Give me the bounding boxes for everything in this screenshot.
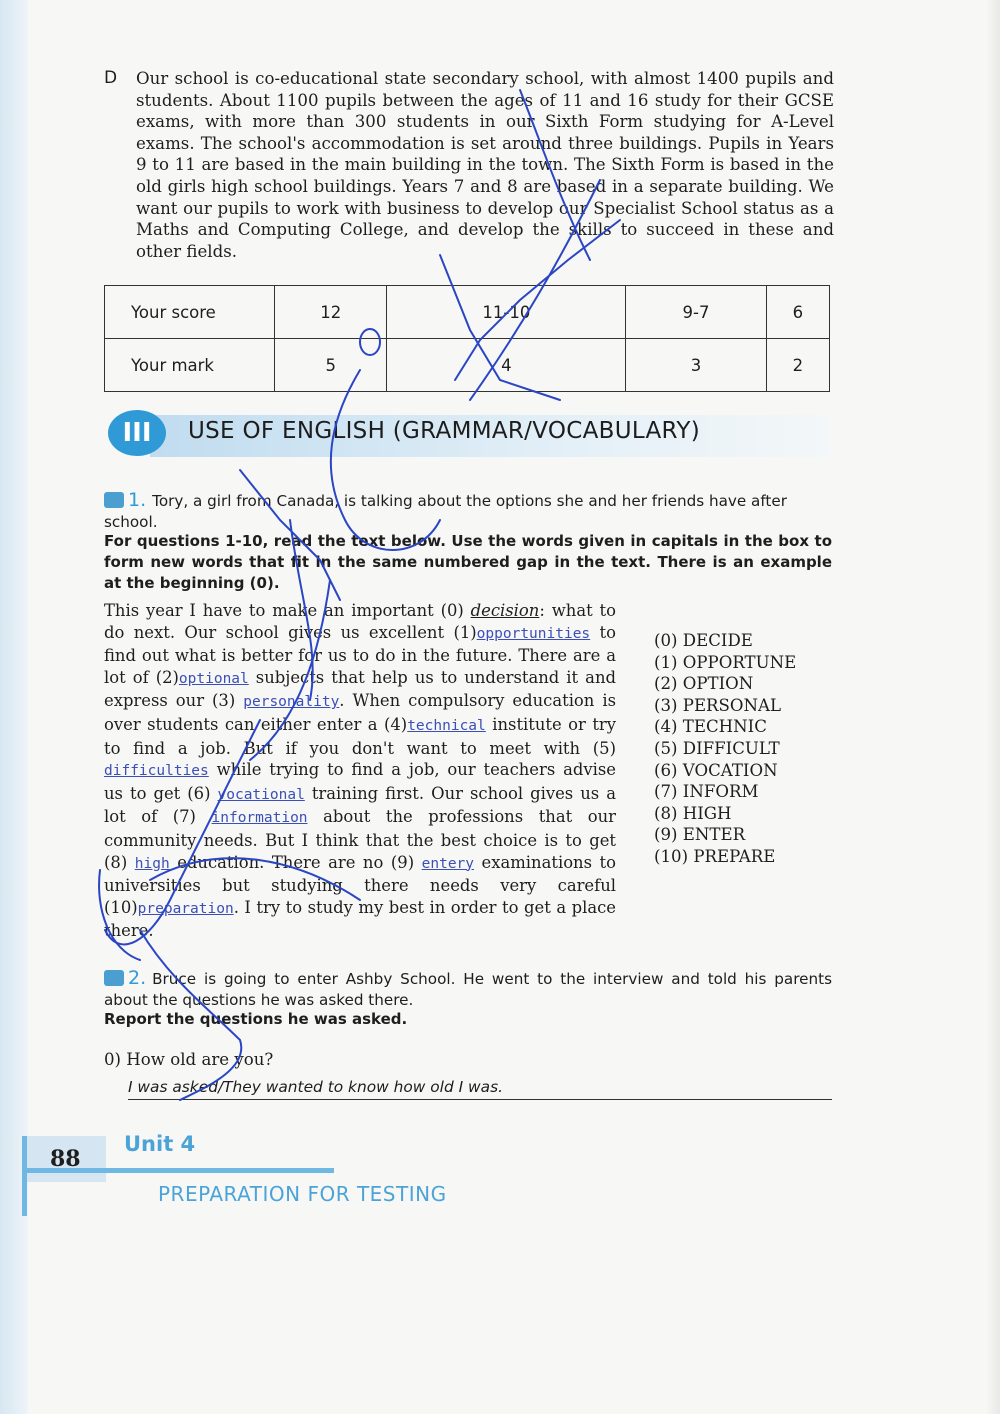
task2-intro-text: Bruce is going to enter Ashby School. He went to the interview and told his parents about the questions he was asked there.: [104, 970, 832, 1009]
page-number: 88: [50, 1146, 81, 1172]
section-title: USE OF ENGLISH (GRAMMAR/VOCABULARY): [188, 418, 700, 444]
answer-3: personality: [243, 694, 340, 711]
word-item: (2) OPTION: [654, 674, 754, 694]
word-item: (8) HIGH: [654, 803, 732, 823]
passage-text: : what to do next. Our school gives us excellent (1): [104, 601, 617, 642]
score-row-label: Your score: [105, 286, 275, 339]
task1-intro-text: Tory, a girl from Canada, is talking about the options she and her friends have after school.: [104, 492, 787, 531]
passage-text: This year I have to make an important (0): [104, 601, 471, 620]
score-table: [104, 285, 830, 392]
mark-cell: 4: [387, 339, 626, 392]
answer-5: difficulties: [104, 763, 209, 780]
task2-intro: [104, 967, 832, 1011]
task2-example-question: 0) How old are you?: [104, 1050, 274, 1069]
task-disk-icon: [104, 492, 124, 508]
word-item: (7) INFORM: [654, 782, 759, 802]
passage-text: while trying to find a job, our teachers advise us to get (6): [104, 760, 616, 803]
answer-8: high: [134, 855, 170, 872]
task2-example-answer: I was asked/They wanted to know how old I was.: [128, 1078, 832, 1100]
task1-instruction: For questions 1-10, read the text below. Use the words given in capitals in the box to form new words that fit in the same numbered gap in the text. There is an example at the beginning (0).: [104, 532, 832, 593]
passage-text: . I try to study my best in order to get a place there.: [104, 897, 616, 941]
score-cell: 6: [766, 286, 829, 339]
word-item: (9) ENTER: [654, 825, 746, 845]
answer-6: vocational: [217, 786, 305, 803]
passage-text: about the professions that our community needs. But I think that the best choice is to get (8): [104, 807, 617, 872]
mark-cell: 3: [626, 339, 766, 392]
answer-2: optional: [178, 670, 249, 687]
passage-text: training first. Our school gives us a lot of (7): [104, 783, 616, 827]
section-header: [106, 410, 830, 456]
task1-number: 1.: [128, 489, 147, 511]
answer-1: opportunities: [476, 625, 591, 642]
passage-text: . When compulsory education is over students can either enter a (4): [104, 691, 617, 734]
word-item: (0) DECIDE: [654, 631, 753, 650]
section-numeral-badge: III: [108, 410, 166, 456]
answer-10: preparation: [137, 900, 234, 917]
footer-title: PREPARATION FOR TESTING: [158, 1182, 447, 1206]
passage-text: to find out what is better for us to do in the future. There are a lot of (2): [104, 622, 616, 687]
unit-label: Unit 4: [124, 1132, 196, 1156]
word-item: (10) PREPARE: [654, 846, 776, 866]
passage-text: education. There are no (9): [169, 852, 422, 872]
scan-shadow: [986, 0, 1000, 1414]
answer-7: information: [211, 810, 308, 827]
task2-number: 2.: [128, 967, 147, 989]
word-item: (6) VOCATION: [654, 760, 778, 780]
mark-row-label: Your mark: [105, 339, 275, 392]
passage-text: subjects that help us to understand it and express our (3): [104, 667, 616, 711]
example-answer: decision: [470, 601, 540, 620]
section-letter: D: [104, 68, 118, 88]
task2-instruction: Report the questions he was asked.: [104, 1010, 408, 1028]
mark-row: [105, 339, 830, 392]
word-box: [654, 630, 834, 868]
passage-text: institute or try to find a job. But if you don't want to meet with (5): [104, 714, 616, 758]
score-cell: 9-7: [626, 286, 766, 339]
score-cell: 12: [275, 286, 387, 339]
task1-passage: [104, 600, 616, 942]
score-cell: 11-10: [387, 286, 626, 339]
task1-intro: [104, 489, 832, 533]
answer-9: entery: [421, 855, 475, 872]
section-d: [104, 68, 834, 262]
mark-cell: 5: [275, 339, 387, 392]
passage-text: examinations to universities but studying there needs very careful (10): [104, 852, 616, 917]
section-d-text: Our school is co-educational state secondary school, with almost 1400 pupils and students. About 1100 pupils between the ages of 11 and 16 study for their GCSE exams, with more than 300 students in our Sixth Form studying for A-Level exams. The school's accommodation is set around three buildings. Pupils in Years 9 to 11 are based in the main building in the town. The Sixth Form is based in the old girls high school buildings. Years 7 and 8 are based in a separate building. We want our pupils to work with business to develop our Specialist School status as a Maths and Computing College, and develop the skills to succeed in these and other fields.: [136, 69, 834, 261]
footer-accent-vertical: [22, 1136, 27, 1216]
task-disk-icon: [104, 970, 124, 986]
word-item: (1) OPPORTUNE: [654, 652, 797, 672]
word-item: (3) PERSONAL: [654, 695, 782, 715]
score-row: [105, 286, 830, 339]
answer-4: technical: [407, 717, 486, 734]
word-item: (5) DIFFICULT: [654, 738, 780, 758]
mark-cell: 2: [766, 339, 829, 392]
word-item: (4) TECHNIC: [654, 717, 767, 737]
